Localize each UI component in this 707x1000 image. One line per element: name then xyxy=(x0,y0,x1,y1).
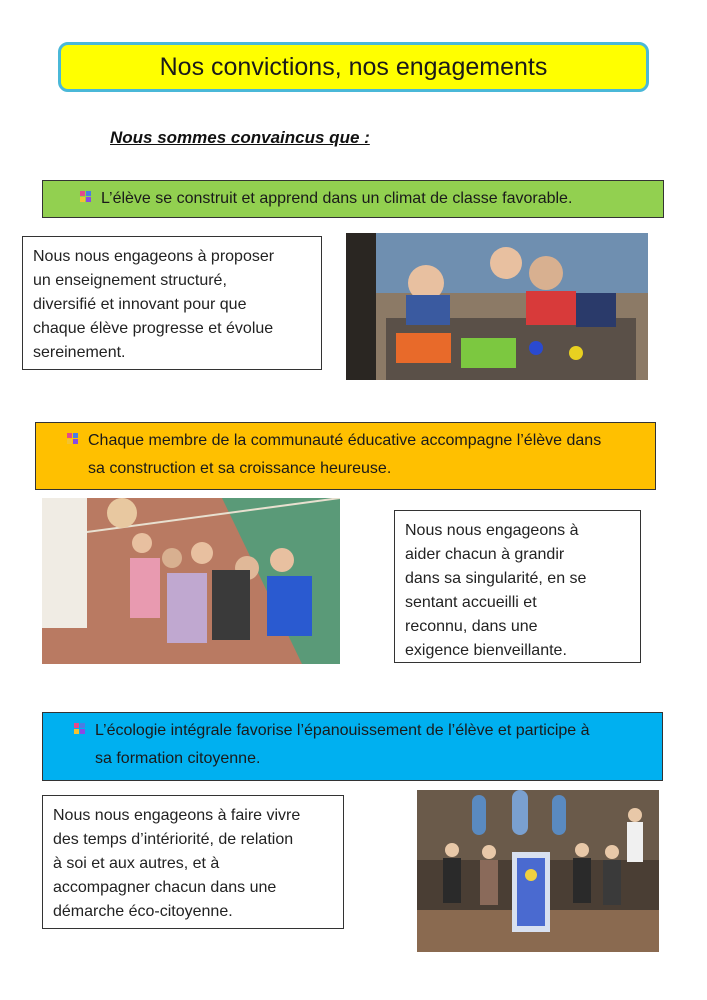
children-gym-photo xyxy=(42,498,340,664)
conviction-text: L’écologie intégrale favorise l’épanouissement de l’élève et participe à xyxy=(95,722,590,739)
commitment-line: reconnu, dans une xyxy=(405,618,538,635)
commitment-line: Nous nous engageons à proposer xyxy=(33,248,275,265)
conviction-text-continued: sa construction et sa croissance heureuse. xyxy=(88,460,392,477)
intro-heading: Nous sommes convaincus que : xyxy=(110,128,370,147)
commitment-line: à soi et aux autres, et à xyxy=(53,855,220,872)
commitment-line: des temps d’intériorité, de relation xyxy=(53,831,294,848)
conviction-banner-3 xyxy=(42,712,663,781)
colored-bullet-icon xyxy=(66,431,82,447)
colored-bullet-icon xyxy=(79,189,95,205)
commitment-box-1 xyxy=(22,236,322,370)
commitment-box-3 xyxy=(42,795,344,929)
commitment-line: exigence bienveillante. xyxy=(405,642,567,659)
conviction-banner-2 xyxy=(35,422,656,490)
conviction-text: Chaque membre de la communauté éducative accompagne l’élève dans xyxy=(88,432,602,449)
commitment-line: accompagner chacun dans une xyxy=(53,879,277,896)
church-photo xyxy=(417,790,659,952)
commitment-line: sentant accueilli et xyxy=(405,594,537,611)
conviction-banner-1 xyxy=(42,180,664,218)
conviction-text: L’élève se construit et apprend dans un climat de classe favorable. xyxy=(101,190,573,207)
classroom-photo xyxy=(346,233,648,380)
commitment-box-2 xyxy=(394,510,641,663)
commitment-line: chaque élève progresse et évolue xyxy=(33,320,274,337)
conviction-text-continued: sa formation citoyenne. xyxy=(95,750,261,767)
commitment-line: démarche éco-citoyenne. xyxy=(53,903,233,920)
page-title: Nos convictions, nos engagements xyxy=(159,52,548,81)
commitment-line: diversifié et innovant pour que xyxy=(33,296,247,313)
commitment-line: Nous nous engageons à xyxy=(405,522,579,539)
commitment-line: sereinement. xyxy=(33,344,126,361)
page-title-box xyxy=(58,42,649,92)
colored-bullet-icon xyxy=(73,721,89,737)
commitment-line: aider chacun à grandir xyxy=(405,546,565,563)
commitment-line: un enseignement structuré, xyxy=(33,272,227,289)
commitment-line: Nous nous engageons à faire vivre xyxy=(53,807,301,824)
commitment-line: dans sa singularité, en se xyxy=(405,570,587,587)
